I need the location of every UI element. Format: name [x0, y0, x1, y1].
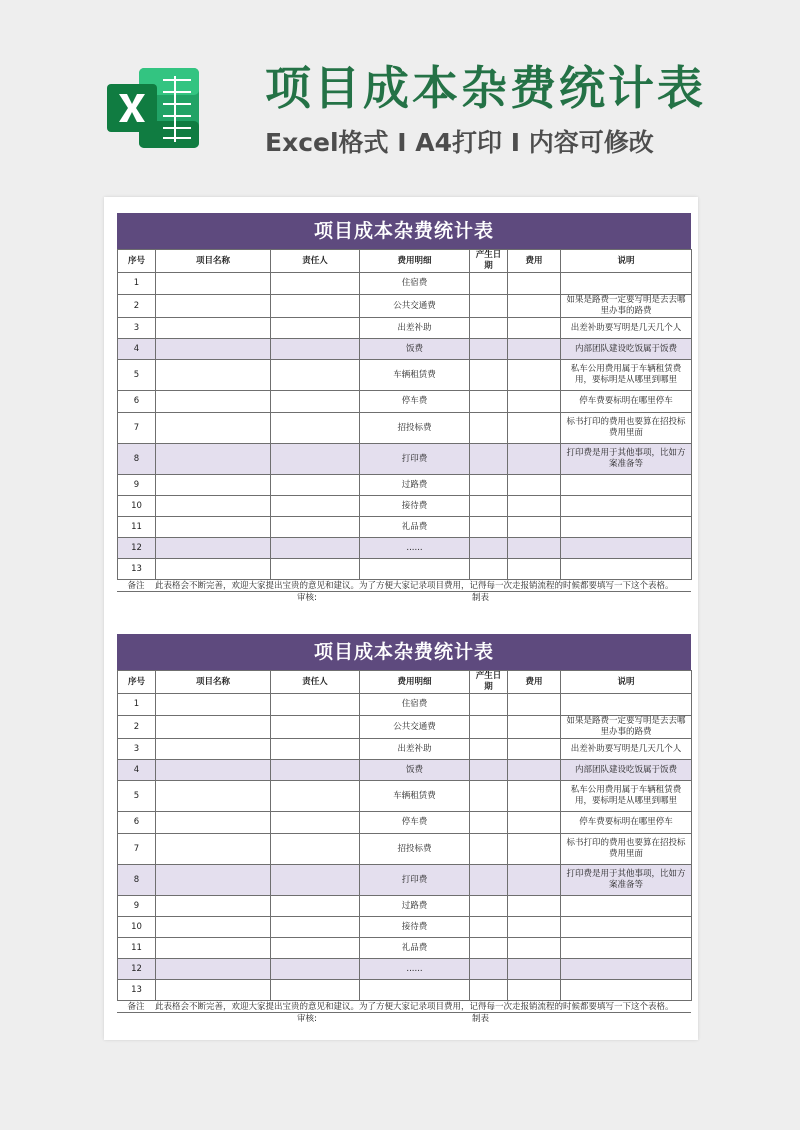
- amount-cell[interactable]: [508, 812, 561, 834]
- expense-detail-cell: [360, 980, 470, 1001]
- table-row: [118, 716, 692, 739]
- table-header-row: [118, 250, 692, 273]
- date-cell[interactable]: [470, 538, 508, 559]
- amount-cell[interactable]: [508, 295, 561, 318]
- owner-cell[interactable]: [271, 413, 360, 444]
- expense-detail-cell: 过路费: [360, 896, 470, 917]
- expense-detail-cell: 饭费: [360, 339, 470, 360]
- amount-cell[interactable]: [508, 980, 561, 1001]
- page-title: 项目成本杂费统计表: [265, 61, 706, 115]
- row-number: 11: [118, 517, 156, 538]
- table-row: [118, 413, 692, 444]
- row-number: 6: [118, 391, 156, 413]
- amount-cell[interactable]: [508, 917, 561, 938]
- owner-cell[interactable]: [271, 959, 360, 980]
- date-cell[interactable]: [470, 980, 508, 1001]
- owner-cell[interactable]: [271, 273, 360, 295]
- table-row: [118, 834, 692, 865]
- column-header: 费用: [508, 250, 561, 273]
- remark-label: 备注: [127, 581, 145, 591]
- note-cell: 内部团队建设吃饭属于饭费: [561, 339, 692, 360]
- item-name-cell[interactable]: [156, 781, 271, 812]
- date-cell[interactable]: [470, 496, 508, 517]
- item-name-cell[interactable]: [156, 475, 271, 496]
- owner-cell[interactable]: [271, 716, 360, 739]
- date-cell[interactable]: [470, 781, 508, 812]
- expense-detail-cell: 住宿费: [360, 273, 470, 295]
- column-header: 项目名称: [156, 671, 271, 694]
- row-number: 3: [118, 318, 156, 339]
- table-row: [118, 360, 692, 391]
- item-name-cell[interactable]: [156, 391, 271, 413]
- expense-detail-cell: 饭费: [360, 760, 470, 781]
- date-cell[interactable]: [470, 959, 508, 980]
- item-name-cell[interactable]: [156, 538, 271, 559]
- header: [0, 0, 800, 190]
- owner-cell[interactable]: [271, 896, 360, 917]
- item-name-cell[interactable]: [156, 273, 271, 295]
- expense-detail-cell: 停车费: [360, 812, 470, 834]
- table-row: [118, 739, 692, 760]
- table-row: [118, 865, 692, 896]
- expense-detail-cell: 接待费: [360, 496, 470, 517]
- cost-table-block: [117, 213, 691, 604]
- owner-cell[interactable]: [271, 865, 360, 896]
- date-cell[interactable]: [470, 834, 508, 865]
- expense-detail-cell: 出差补助: [360, 318, 470, 339]
- table-row: [118, 496, 692, 517]
- amount-cell[interactable]: [508, 273, 561, 295]
- item-name-cell[interactable]: [156, 716, 271, 739]
- date-cell[interactable]: [470, 360, 508, 391]
- cost-table-block: [117, 634, 691, 1025]
- note-cell: [561, 917, 692, 938]
- column-header: 序号: [118, 671, 156, 694]
- column-header: 序号: [118, 250, 156, 273]
- table-row: [118, 444, 692, 475]
- note-cell: [561, 938, 692, 959]
- review-label: 审核:: [297, 593, 317, 603]
- expense-detail-cell: 招投标费: [360, 413, 470, 444]
- row-number: 4: [118, 760, 156, 781]
- amount-cell[interactable]: [508, 475, 561, 496]
- document-sheet: [104, 197, 698, 1040]
- owner-cell[interactable]: [271, 760, 360, 781]
- owner-cell[interactable]: [271, 295, 360, 318]
- note-cell: [561, 496, 692, 517]
- owner-cell[interactable]: [271, 980, 360, 1001]
- row-number: 10: [118, 917, 156, 938]
- item-name-cell[interactable]: [156, 295, 271, 318]
- owner-cell[interactable]: [271, 834, 360, 865]
- date-cell[interactable]: [470, 812, 508, 834]
- date-cell[interactable]: [470, 760, 508, 781]
- amount-cell[interactable]: [508, 938, 561, 959]
- owner-cell[interactable]: [271, 739, 360, 760]
- date-cell[interactable]: [470, 391, 508, 413]
- row-number: 13: [118, 559, 156, 580]
- column-header: 责任人: [271, 671, 360, 694]
- row-number: 12: [118, 538, 156, 559]
- owner-cell[interactable]: [271, 475, 360, 496]
- item-name-cell[interactable]: [156, 517, 271, 538]
- cost-table: [117, 670, 692, 1001]
- amount-cell[interactable]: [508, 318, 561, 339]
- row-number: 3: [118, 739, 156, 760]
- item-name-cell[interactable]: [156, 760, 271, 781]
- table-row: [118, 959, 692, 980]
- note-cell: [561, 959, 692, 980]
- row-number: 13: [118, 980, 156, 1001]
- note-cell: 标书打印的费用也要算在招投标费用里面: [561, 413, 692, 444]
- owner-cell[interactable]: [271, 339, 360, 360]
- maker-label: 制表: [472, 593, 490, 603]
- row-number: 10: [118, 496, 156, 517]
- item-name-cell[interactable]: [156, 980, 271, 1001]
- cost-table: [117, 249, 692, 580]
- date-cell[interactable]: [470, 694, 508, 716]
- remark-label: 备注: [127, 1002, 145, 1012]
- item-name-cell[interactable]: [156, 496, 271, 517]
- owner-cell[interactable]: [271, 559, 360, 580]
- amount-cell[interactable]: [508, 865, 561, 896]
- expense-detail-cell: 停车费: [360, 391, 470, 413]
- note-cell: 停车费要标明在哪里停车: [561, 391, 692, 413]
- row-number: 5: [118, 360, 156, 391]
- item-name-cell[interactable]: [156, 917, 271, 938]
- note-cell: 打印费是用于其他事项，比如方案准备等: [561, 865, 692, 896]
- amount-cell[interactable]: [508, 391, 561, 413]
- note-cell: 打印费是用于其他事项，比如方案准备等: [561, 444, 692, 475]
- date-cell[interactable]: [470, 716, 508, 739]
- amount-cell[interactable]: [508, 517, 561, 538]
- expense-detail-cell: 礼品费: [360, 517, 470, 538]
- row-number: 7: [118, 413, 156, 444]
- remark-row: [117, 1001, 691, 1013]
- table-row: [118, 391, 692, 413]
- remark-text: 此表格会不断完善，欢迎大家提出宝贵的意见和建议。为了方便大家记录项目费用，记得每一次走报销流程的时候都要填写一下这个表格。: [155, 581, 674, 591]
- row-number: 2: [118, 295, 156, 318]
- date-cell[interactable]: [470, 865, 508, 896]
- signature-row: [117, 592, 691, 604]
- owner-cell[interactable]: [271, 694, 360, 716]
- note-cell: [561, 980, 692, 1001]
- date-cell[interactable]: [470, 318, 508, 339]
- date-cell[interactable]: [470, 339, 508, 360]
- table-row: [118, 781, 692, 812]
- expense-detail-cell: ......: [360, 959, 470, 980]
- owner-cell[interactable]: [271, 917, 360, 938]
- date-cell[interactable]: [470, 559, 508, 580]
- item-name-cell[interactable]: [156, 812, 271, 834]
- owner-cell[interactable]: [271, 360, 360, 391]
- column-header: 责任人: [271, 250, 360, 273]
- item-name-cell[interactable]: [156, 896, 271, 917]
- table-row: [118, 538, 692, 559]
- note-cell: 如果是路费一定要写明是去去哪里办事的路费: [561, 295, 692, 318]
- note-cell: 私车公用费用属于车辆租赁费用，要标明是从哪里到哪里: [561, 360, 692, 391]
- row-number: 2: [118, 716, 156, 739]
- note-cell: 私车公用费用属于车辆租赁费用，要标明是从哪里到哪里: [561, 781, 692, 812]
- date-cell[interactable]: [470, 273, 508, 295]
- item-name-cell[interactable]: [156, 865, 271, 896]
- remark-row: [117, 580, 691, 592]
- owner-cell[interactable]: [271, 517, 360, 538]
- table-row: [118, 475, 692, 496]
- expense-detail-cell: 接待费: [360, 917, 470, 938]
- owner-cell[interactable]: [271, 444, 360, 475]
- note-cell: 如果是路费一定要写明是去去哪里办事的路费: [561, 716, 692, 739]
- note-cell: [561, 517, 692, 538]
- column-header: 费用明细: [360, 250, 470, 273]
- amount-cell[interactable]: [508, 360, 561, 391]
- date-cell[interactable]: [470, 444, 508, 475]
- maker-label: 制表: [472, 1014, 490, 1024]
- note-cell: [561, 896, 692, 917]
- owner-cell[interactable]: [271, 496, 360, 517]
- expense-detail-cell: 招投标费: [360, 834, 470, 865]
- expense-detail-cell: 车辆租赁费: [360, 360, 470, 391]
- item-name-cell[interactable]: [156, 318, 271, 339]
- row-number: 1: [118, 694, 156, 716]
- row-number: 12: [118, 959, 156, 980]
- row-number: 4: [118, 339, 156, 360]
- expense-detail-cell: 车辆租赁费: [360, 781, 470, 812]
- note-cell: [561, 694, 692, 716]
- table-title: 项目成本杂费统计表: [117, 213, 691, 249]
- row-number: 5: [118, 781, 156, 812]
- table-row: [118, 559, 692, 580]
- table-row: [118, 896, 692, 917]
- column-header: 项目名称: [156, 250, 271, 273]
- column-header: 产生日期: [470, 250, 508, 273]
- item-name-cell[interactable]: [156, 360, 271, 391]
- item-name-cell[interactable]: [156, 694, 271, 716]
- table-row: [118, 938, 692, 959]
- page-subtitle: Excel格式 I A4打印 I 内容可修改: [265, 128, 654, 157]
- expense-detail-cell: 过路费: [360, 475, 470, 496]
- owner-cell[interactable]: [271, 538, 360, 559]
- owner-cell[interactable]: [271, 391, 360, 413]
- note-cell: 停车费要标明在哪里停车: [561, 812, 692, 834]
- amount-cell[interactable]: [508, 834, 561, 865]
- expense-detail-cell: 公共交通费: [360, 295, 470, 318]
- table-row: [118, 917, 692, 938]
- owner-cell[interactable]: [271, 781, 360, 812]
- amount-cell[interactable]: [508, 559, 561, 580]
- amount-cell[interactable]: [508, 339, 561, 360]
- remark-text: 此表格会不断完善，欢迎大家提出宝贵的意见和建议。为了方便大家记录项目费用，记得每一次走报销流程的时候都要填写一下这个表格。: [155, 1002, 674, 1012]
- row-number: 8: [118, 444, 156, 475]
- note-cell: [561, 273, 692, 295]
- amount-cell[interactable]: [508, 896, 561, 917]
- expense-detail-cell: 出差补助: [360, 739, 470, 760]
- item-name-cell[interactable]: [156, 739, 271, 760]
- table-row: [118, 273, 692, 295]
- table-row: [118, 517, 692, 538]
- excel-logo-icon: [103, 58, 203, 158]
- table-row: [118, 812, 692, 834]
- item-name-cell[interactable]: [156, 413, 271, 444]
- note-cell: [561, 538, 692, 559]
- amount-cell[interactable]: [508, 739, 561, 760]
- column-header: 费用: [508, 671, 561, 694]
- column-header: 产生日期: [470, 671, 508, 694]
- table-row: [118, 295, 692, 318]
- row-number: 9: [118, 475, 156, 496]
- row-number: 1: [118, 273, 156, 295]
- row-number: 6: [118, 812, 156, 834]
- amount-cell[interactable]: [508, 760, 561, 781]
- column-header: 说明: [561, 250, 692, 273]
- table-row: [118, 694, 692, 716]
- amount-cell[interactable]: [508, 496, 561, 517]
- expense-detail-cell: 公共交通费: [360, 716, 470, 739]
- table-header-row: [118, 671, 692, 694]
- amount-cell[interactable]: [508, 538, 561, 559]
- row-number: 8: [118, 865, 156, 896]
- date-cell[interactable]: [470, 517, 508, 538]
- date-cell[interactable]: [470, 413, 508, 444]
- amount-cell[interactable]: [508, 781, 561, 812]
- date-cell[interactable]: [470, 896, 508, 917]
- owner-cell[interactable]: [271, 318, 360, 339]
- signature-row: [117, 1013, 691, 1025]
- owner-cell[interactable]: [271, 938, 360, 959]
- review-label: 审核:: [297, 1014, 317, 1024]
- date-cell[interactable]: [470, 938, 508, 959]
- item-name-cell[interactable]: [156, 444, 271, 475]
- item-name-cell[interactable]: [156, 834, 271, 865]
- note-cell: 出差补助要写明是几天几个人: [561, 739, 692, 760]
- item-name-cell[interactable]: [156, 938, 271, 959]
- column-header: 说明: [561, 671, 692, 694]
- date-cell[interactable]: [470, 739, 508, 760]
- table-row: [118, 760, 692, 781]
- expense-detail-cell: ......: [360, 538, 470, 559]
- note-cell: 内部团队建设吃饭属于饭费: [561, 760, 692, 781]
- note-cell: 出差补助要写明是几天几个人: [561, 318, 692, 339]
- amount-cell[interactable]: [508, 694, 561, 716]
- item-name-cell[interactable]: [156, 959, 271, 980]
- expense-detail-cell: [360, 559, 470, 580]
- expense-detail-cell: 打印费: [360, 444, 470, 475]
- table-row: [118, 318, 692, 339]
- amount-cell[interactable]: [508, 716, 561, 739]
- amount-cell[interactable]: [508, 959, 561, 980]
- row-number: 7: [118, 834, 156, 865]
- owner-cell[interactable]: [271, 812, 360, 834]
- note-cell: [561, 559, 692, 580]
- expense-detail-cell: 打印费: [360, 865, 470, 896]
- expense-detail-cell: 礼品费: [360, 938, 470, 959]
- item-name-cell[interactable]: [156, 339, 271, 360]
- amount-cell[interactable]: [508, 413, 561, 444]
- note-cell: 标书打印的费用也要算在招投标费用里面: [561, 834, 692, 865]
- row-number: 11: [118, 938, 156, 959]
- table-row: [118, 339, 692, 360]
- column-header: 费用明细: [360, 671, 470, 694]
- item-name-cell[interactable]: [156, 559, 271, 580]
- note-cell: [561, 475, 692, 496]
- amount-cell[interactable]: [508, 444, 561, 475]
- date-cell[interactable]: [470, 295, 508, 318]
- table-title: 项目成本杂费统计表: [117, 634, 691, 670]
- table-row: [118, 980, 692, 1001]
- date-cell[interactable]: [470, 917, 508, 938]
- expense-detail-cell: 住宿费: [360, 694, 470, 716]
- date-cell[interactable]: [470, 475, 508, 496]
- row-number: 9: [118, 896, 156, 917]
